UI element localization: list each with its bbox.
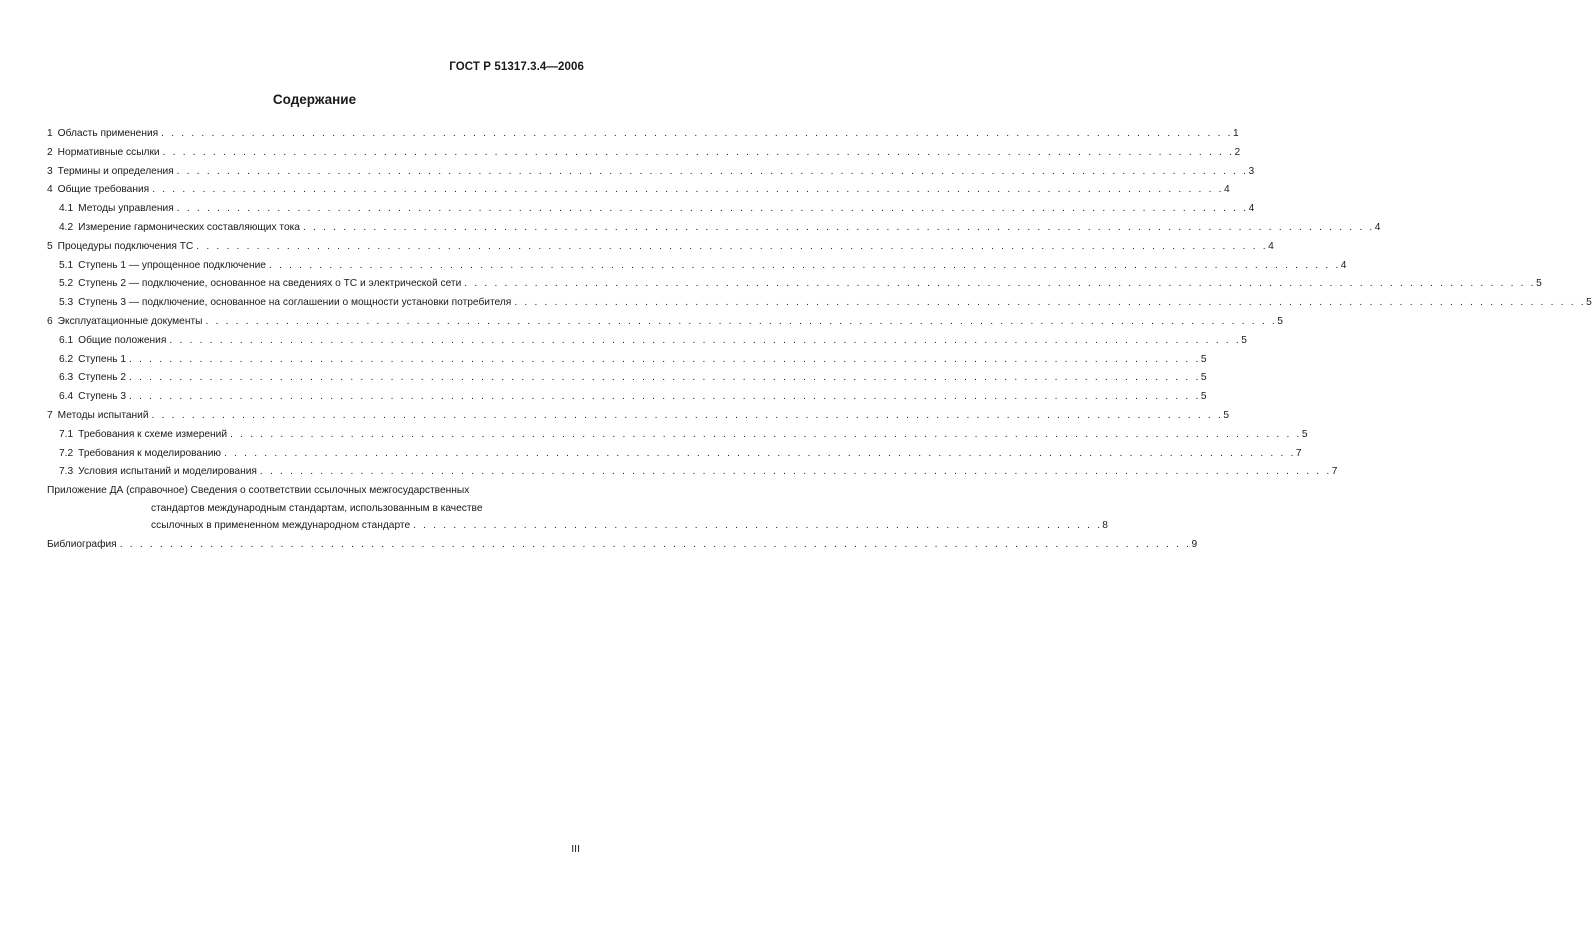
dot-leader: [196, 238, 1267, 257]
toc-entry-7[interactable]: [47, 407, 1230, 426]
toc-entry-number: 1: [47, 128, 53, 139]
toc-entry-4-1[interactable]: [47, 200, 1255, 219]
toc-entry-label: Общие требования: [57, 184, 150, 196]
toc-entry-page: 5: [1586, 297, 1592, 309]
toc-entry-page: 5: [1200, 391, 1207, 403]
dot-leader: [514, 294, 1585, 313]
toc-entry-number: 5.3: [59, 297, 74, 309]
toc-entry-number: 4.2: [59, 221, 74, 233]
toc-entry-page: 7: [1295, 447, 1302, 459]
toc-entry-page: 8: [1102, 520, 1108, 532]
dot-leader: [163, 144, 1234, 163]
toc-entry-5[interactable]: [47, 238, 1274, 257]
toc-entry-number: 6: [47, 315, 53, 327]
toc-entry-page: 3: [1248, 165, 1255, 177]
toc-entry-label: Измерение гармонических составляющих тока: [78, 221, 300, 233]
table-of-contents: [47, 125, 1592, 554]
toc-entry-label: Ступень 3: [78, 391, 127, 403]
toc-entry-page: 9: [1191, 538, 1198, 550]
dot-leader: [120, 536, 1191, 555]
toc-entry-5-3[interactable]: [47, 294, 1592, 313]
toc-entry-page: 5: [1277, 315, 1283, 327]
toc-entry-label: Ступень 1 — упрощенное подключение: [78, 259, 266, 271]
toc-entry-5-2[interactable]: [47, 275, 1542, 294]
dot-leader: [224, 445, 1295, 464]
page-number: III: [571, 843, 580, 855]
toc-entry-number: 6.2: [59, 353, 74, 365]
dot-leader: [269, 257, 1340, 276]
toc-title: Содержание: [272, 92, 357, 107]
toc-entry-number: 4.1: [59, 203, 74, 215]
dot-leader: [413, 517, 1102, 535]
toc-entry-page: 2: [1234, 146, 1241, 158]
toc-entry-page: 4: [1374, 221, 1381, 233]
toc-entry-page: 1: [1232, 128, 1239, 139]
toc-entry-5-1[interactable]: [47, 257, 1347, 276]
toc-entry-page: 5: [1536, 278, 1542, 290]
toc-entry-3[interactable]: [47, 163, 1255, 182]
toc-entry-bibliography[interactable]: [47, 536, 1198, 555]
toc-entry-6-4[interactable]: [47, 388, 1207, 407]
toc-entry-page: 5: [1301, 428, 1308, 440]
appendix-line-1: [47, 482, 576, 500]
toc-entry-label: Термины и определения: [57, 165, 174, 177]
toc-entry-6-3[interactable]: [47, 369, 1207, 388]
toc-entry-number: 7.3: [59, 466, 74, 478]
toc-entry-6-1[interactable]: [47, 332, 1247, 351]
toc-entry-page: 4: [1268, 240, 1274, 252]
toc-entry-label: Нормативные ссылки: [57, 146, 160, 158]
dot-leader: [129, 369, 1200, 388]
toc-entry-2[interactable]: [47, 144, 1241, 163]
toc-entry-1[interactable]: [47, 125, 1239, 144]
document-code: ГОСТ Р 51317.3.4—2006: [449, 61, 584, 73]
toc-entry-7-3[interactable]: [47, 463, 1338, 482]
toc-entry-7-1[interactable]: [47, 426, 1308, 445]
dot-leader: [230, 426, 1301, 445]
appendix-line-3: [47, 517, 1108, 535]
toc-entry-page: 5: [1200, 372, 1207, 384]
toc-entry-label: Требования к моделированию: [78, 447, 222, 459]
toc-entry-number: 2: [47, 146, 53, 158]
dot-leader: [464, 275, 1535, 294]
toc-entry-label: Ступень 2: [78, 372, 127, 384]
toc-entry-label: Ступень 1: [78, 353, 127, 365]
toc-entry-label: Условия испытаний и моделирования: [78, 466, 257, 478]
toc-entry-label: Библиография: [47, 538, 117, 550]
toc-entry-number: 3: [47, 165, 53, 177]
toc-entry-number: 6.1: [59, 334, 74, 346]
toc-entry-page: 5: [1241, 334, 1247, 346]
toc-entry-6[interactable]: [47, 313, 1283, 332]
toc-entry-number: 5.2: [59, 278, 74, 290]
dot-leader: [169, 332, 1240, 351]
toc-entry-page: 4: [1340, 259, 1347, 271]
toc-entry-label: Методы управления: [78, 203, 174, 215]
toc-entry-4-2[interactable]: [47, 219, 1381, 238]
toc-entry-label: Ступень 2 — подключение, основанное на сведениях о ТС и электрической сети: [78, 278, 462, 290]
toc-entry-page: 5: [1223, 409, 1230, 421]
toc-entry-label: Методы испытаний: [57, 409, 149, 421]
dot-leader: [303, 219, 1374, 238]
toc-entry-label: Процедуры подключения ТС: [57, 240, 194, 252]
toc-entry-appendix[interactable]: [47, 482, 1108, 535]
toc-entry-label: Требования к схеме измерений: [78, 428, 228, 440]
dot-leader: [205, 313, 1276, 332]
toc-entry-number: 7: [47, 409, 53, 421]
dot-leader: [177, 200, 1248, 219]
toc-entry-label: Общие положения: [78, 334, 167, 346]
toc-entry-number: 7.2: [59, 447, 74, 459]
appendix-line-2: [47, 500, 576, 518]
toc-entry-number: 5.1: [59, 259, 74, 271]
toc-entry-page: 4: [1224, 184, 1230, 196]
toc-entry-number: 6.3: [59, 372, 74, 384]
dot-leader: [161, 125, 1232, 144]
toc-entry-number: 6.4: [59, 391, 74, 403]
dot-leader: [177, 163, 1248, 182]
dot-leader: [129, 351, 1200, 370]
toc-entry-label: Ступень 3 — подключение, основанное на соглашении о мощности установки потребителя: [78, 297, 512, 309]
toc-entry-6-2[interactable]: [47, 351, 1207, 370]
toc-entry-number: 5: [47, 240, 53, 252]
toc-entry-page: 7: [1331, 466, 1338, 478]
toc-entry-page: 4: [1248, 203, 1255, 215]
dot-leader: [152, 181, 1223, 200]
toc-entry-number: 7.1: [59, 428, 74, 440]
toc-entry-7-2[interactable]: [47, 445, 1302, 464]
appendix-title-cont: ссылочных в примененном международном стандарте: [151, 520, 411, 532]
toc-entry-4[interactable]: [47, 181, 1230, 200]
appendix-title-cont: стандартов международным стандартам, использованным в качестве: [151, 502, 483, 514]
dot-leader: [152, 407, 1223, 426]
dot-leader: [260, 463, 1331, 482]
toc-entry-label: Область применения: [57, 128, 159, 139]
toc-entry-label: Эксплуатационные документы: [57, 315, 203, 327]
appendix-title: Приложение ДА (справочное) Сведения о соответствии ссылочных межгосударственных: [47, 485, 470, 497]
dot-leader: [129, 388, 1200, 407]
toc-entry-page: 5: [1200, 353, 1207, 365]
toc-entry-number: 4: [47, 184, 53, 196]
